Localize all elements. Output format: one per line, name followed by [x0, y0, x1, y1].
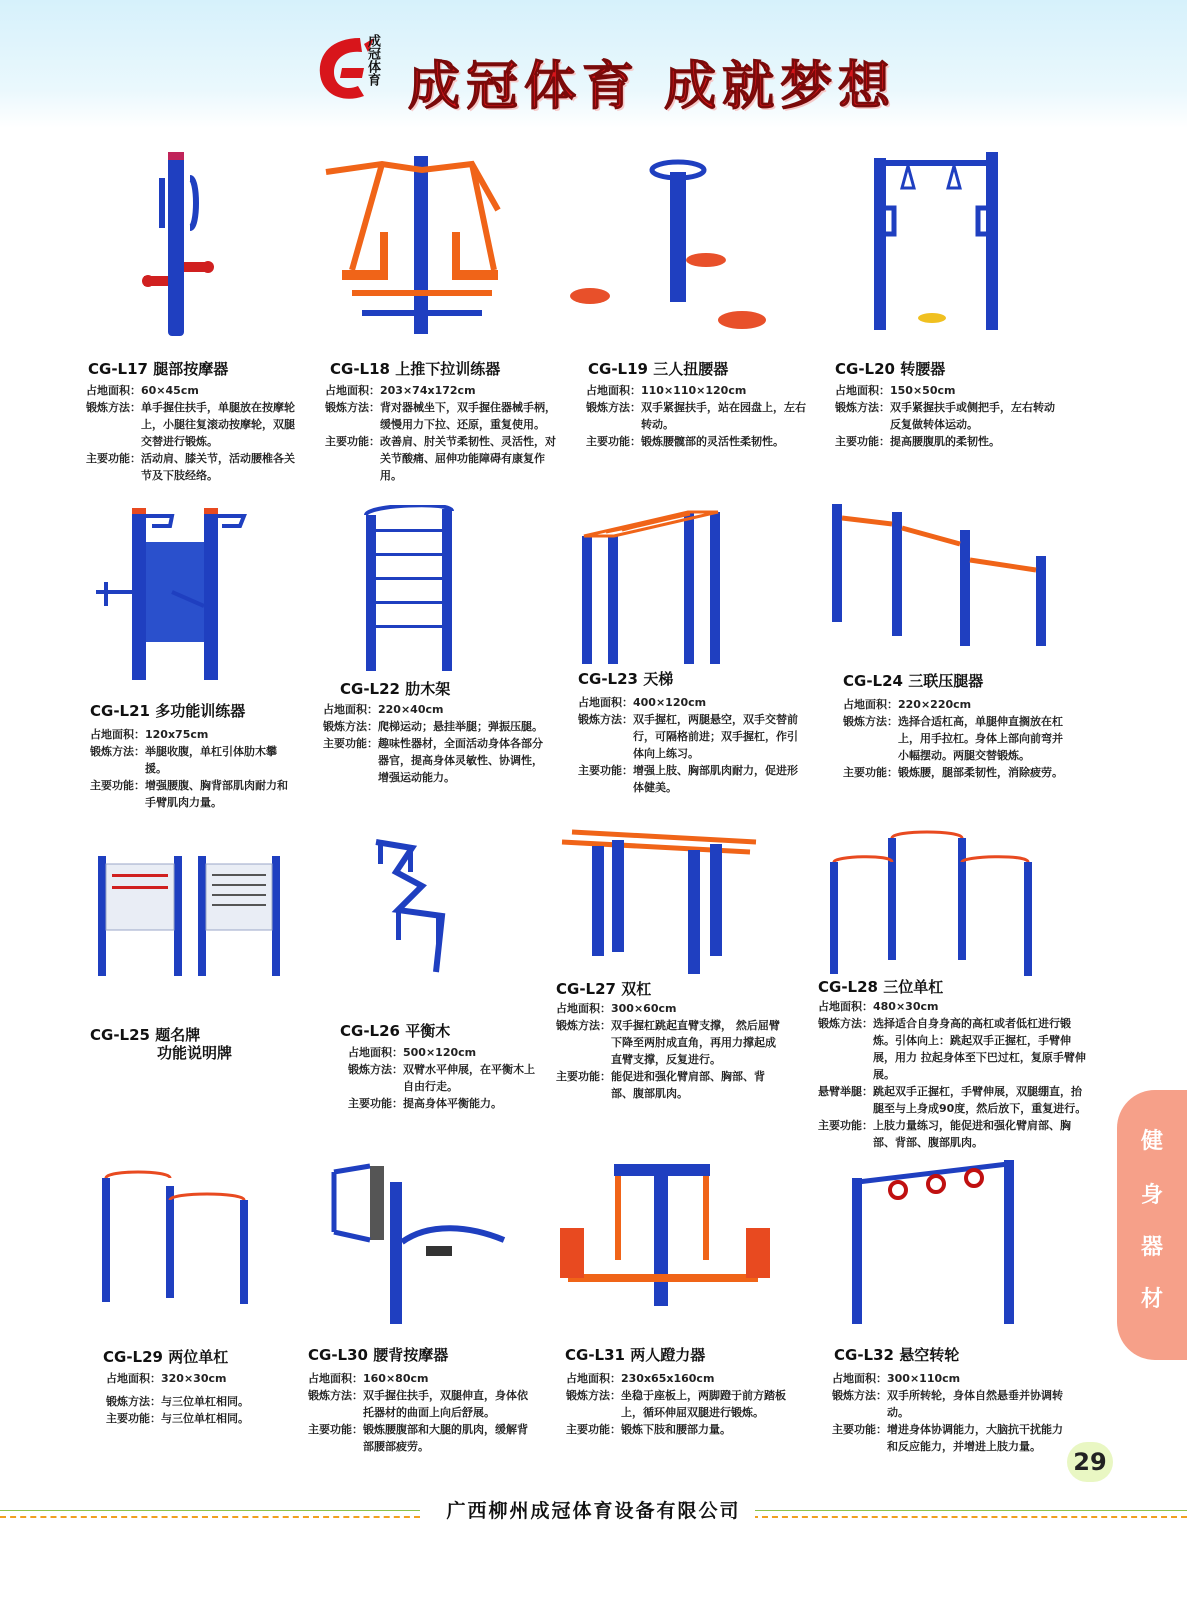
product-title: CG-L28 三位单杠 [818, 978, 944, 996]
company-name: 广西柳州成冠体育设备有限公司 [432, 1500, 754, 1522]
product-desc: 占地面积： 320×30cm 锻炼方法： 与三位单杠相同。 主要功能： 与三位单杠相同。 [106, 1372, 249, 1425]
product-image-cg-l26 [372, 836, 462, 982]
product-desc: 占地面积： 220×220cm 锻炼方法： 选择合适杠高，单腿伸直搁放在杠上，用手拉杠。身体上部向前弯并小幅摆动。两腿交替锻炼。 主要功能： 锻炼腰，腿部柔韧性，消除疲劳。 [843, 698, 1063, 779]
product-title: CG-L30 腰背按摩器 [308, 1346, 449, 1364]
product-desc: 占地面积： 160×80cm 锻炼方法： 双手握住扶手，双腿伸直，身体依托器材的曲面上向后舒展。 主要功能： 锻炼腰腹部和大腿的肌肉，缓解背部腰部疲劳。 [308, 1372, 528, 1453]
product-title: CG-L17 腿部按摩器 [88, 360, 229, 378]
product-desc: 占地面积： 230x65x160cm 锻炼方法： 坐稳于座板上，两脚蹬于前方踏板上，循环伸屈双腿进行锻炼。 主要功能： 锻炼下肢和腰部力量。 [566, 1372, 786, 1436]
product-title: CG-L21 多功能训练器 [90, 702, 246, 720]
product-image-cg-l23 [578, 506, 728, 666]
product-image-cg-l31 [556, 1160, 774, 1308]
product-title: CG-L32 悬空转轮 [834, 1346, 960, 1364]
product-image-cg-l18 [322, 150, 522, 335]
product-title: CG-L25 题名牌 [90, 1026, 201, 1044]
product-desc: 占地面积： 220×40cm 锻炼方法： 爬梯运动；悬挂举腿；弹振压腿。 主要功能： 趣味性器材，全面活动身体各部分器官，提高身体灵敏性、协调性，增强运动能力。 [323, 703, 543, 784]
product-image-cg-l24 [826, 498, 1052, 648]
company-footer [0, 1496, 1187, 1523]
product-image-cg-l22 [362, 505, 458, 673]
product-desc: 占地面积： 203×74x172cm 锻炼方法： 背对器械坐下，双手握住器械手柄，缓慢用力下拉、还原，重复使用。 主要功能： 改善肩、肘关节柔韧性、灵活性，对关节酸痛、屈伸功能障碍有康复作用。 [325, 384, 556, 482]
product-title: CG-L20 转腰器 [835, 360, 946, 378]
product-desc: 占地面积： 150×50cm 锻炼方法： 双手紧握扶手或侧把手，左右转动反复做转体运动。 主要功能： 提高腰腹肌的柔韧性。 [835, 384, 1055, 448]
slogan: 成冠体育 成就梦想 [408, 56, 897, 117]
product-image-cg-l25 [96, 852, 286, 978]
product-title: CG-L29 两位单杠 [103, 1348, 229, 1366]
side-tab-char: 材 [1140, 1287, 1163, 1312]
product-image-cg-l28 [826, 828, 1038, 978]
product-desc: 占地面积： 300×110cm 锻炼方法： 双手所转轮，身体自然悬垂并协调转动。 主要功能： 增进身体协调能力，大脑抗干扰能力和反应能力，并增进上肢力量。 [832, 1372, 1063, 1453]
product-desc: 占地面积： 110×110×120cm 锻炼方法： 双手紧握扶手，站在园盘上，左右转动。 主要功能： 锻炼腰髋部的灵活性柔韧性。 [586, 384, 806, 448]
product-title-line2: 功能说明牌 [157, 1044, 233, 1062]
side-tab-char: 健 [1140, 1129, 1163, 1154]
product-image-cg-l19 [570, 158, 770, 338]
product-desc: 占地面积： 480×30cm 锻炼方法： 选择适合自身身高的高杠或者低杠进行锻炼。引体向上：跳起双手正握杠，手臂伸展，用力 拉起身体至下巴过杠，复原手臂伸展。 悬臂举腿： 跳起双手正握杠，手臂伸展，双腿绷直，抬腿至与上身成90度，然后放下，重复进行。 主要功能： 上肢力量练习，能促进和强化臂肩部、胸部、背部、腹部肌肉。 [818, 1000, 1087, 1149]
side-tab-char: 器 [1140, 1235, 1163, 1260]
product-desc: 占地面积： 120x75cm 锻炼方法： 举腿收腹，单杠引体肋木攀援。 主要功能： 增强腰腹、胸背部肌肉耐力和手臂肌肉力量。 [90, 728, 288, 809]
product-image-cg-l32 [848, 1156, 1018, 1326]
category-side-tab [1117, 1090, 1187, 1360]
product-title: CG-L19 三人扭腰器 [588, 360, 729, 378]
product-image-cg-l17 [140, 148, 220, 338]
product-title: CG-L23 天梯 [578, 670, 674, 688]
product-title: CG-L18 上推下拉训练器 [330, 360, 501, 378]
product-title: CG-L22 肋木架 [340, 680, 451, 698]
side-tab-char: 身 [1140, 1183, 1163, 1208]
product-title: CG-L31 两人蹬力器 [565, 1346, 706, 1364]
logo-text: 成冠体育 [365, 34, 380, 86]
product-image-cg-l20 [868, 148, 1008, 333]
product-image-cg-l27 [560, 828, 760, 976]
product-image-cg-l21 [92, 502, 252, 682]
product-desc: 占地面积： 500×120cm 锻炼方法： 双臂水平伸展，在平衡木上自由行走。 主要功能： 提高身体平衡能力。 [348, 1046, 535, 1110]
page-number: 29 [1067, 1442, 1113, 1482]
product-title: CG-L27 双杠 [556, 980, 652, 998]
product-image-cg-l30 [330, 1162, 510, 1326]
page-header [0, 0, 1187, 128]
product-desc: 占地面积： 400×120cm 锻炼方法： 双手握杠，两腿悬空，双手交替前行，可隔格前进；双手握杠，作引体向上练习。 主要功能： 增强上肢、胸部肌肉耐力，促进形体健美。 [578, 696, 798, 794]
product-title: CG-L26 平衡木 [340, 1022, 451, 1040]
product-desc: 占地面积： 60×45cm 锻炼方法： 单手握住扶手，单腿放在按摩轮上，小腿往复滚动按摩轮，双腿交替进行锻炼。 主要功能： 活动肩、膝关节，活动腰椎各关节及下肢经络。 [86, 384, 295, 482]
product-title: CG-L24 三联压腿器 [843, 672, 984, 690]
product-desc: 占地面积： 300×60cm 锻炼方法： 双手握杠跳起直臂支撑， 然后屈臂下降至两肘成直角，再用力撑起成直臂支撑，反复进行。 主要功能： 能促进和强化臂肩部、胸部、背部、腹部肌肉。 [556, 1002, 780, 1100]
product-image-cg-l29 [100, 1168, 250, 1306]
